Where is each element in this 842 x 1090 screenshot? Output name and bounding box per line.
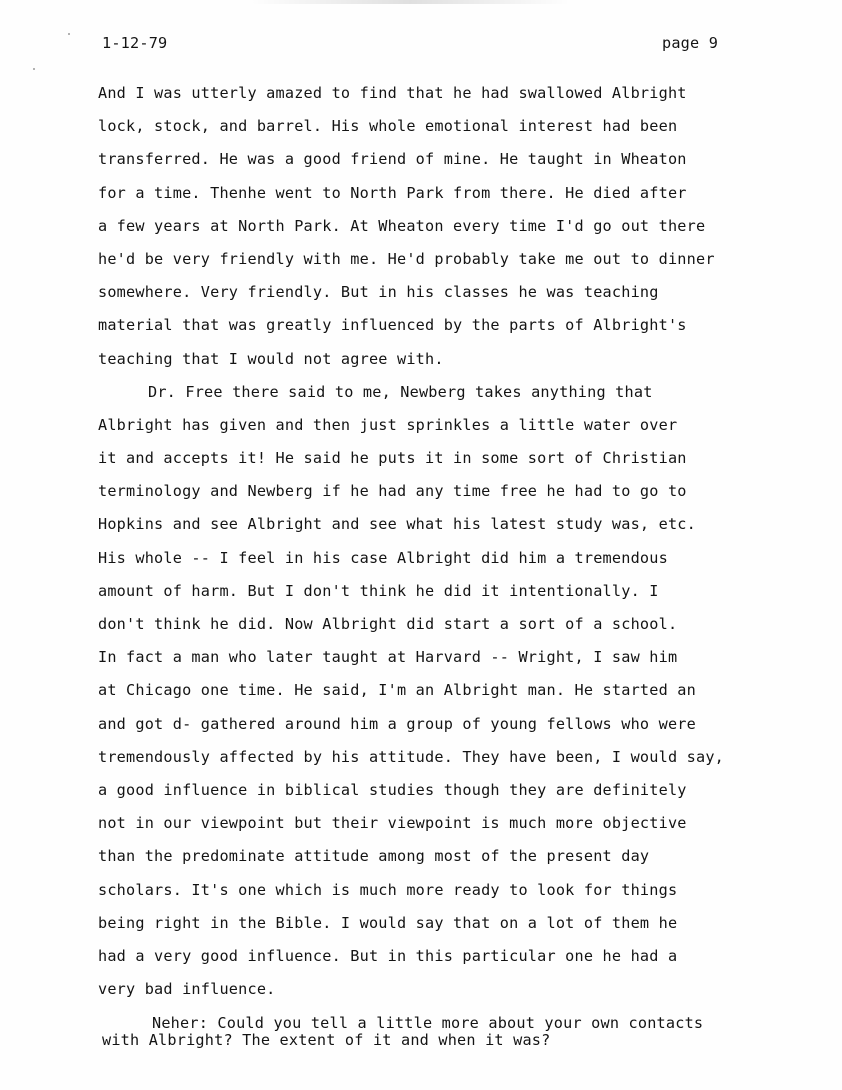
question-line: Neher: Could you tell a little more about your own contacts (152, 1014, 704, 1032)
text-line: for a time. Thenhe went to North Park from there. He died after (98, 183, 687, 202)
text-line: somewhere. Very friendly. But in his classes he was teaching (98, 283, 659, 302)
text-line: being right in the Bible. I would say that on a lot of them he (98, 913, 678, 932)
text-line: at Chicago one time. He said, I'm an Albright man. He started an (98, 681, 696, 700)
question-line: with Albright? The extent of it and when it was? (102, 1030, 551, 1049)
text-line: Hopkins and see Albright and see what his latest study was, etc. (98, 515, 696, 534)
text-line: tremendously affected by his attitude. They have been, I would say, (98, 747, 725, 766)
document-date: 1-12-79 (102, 34, 168, 52)
text-line: not in our viewpoint but their viewpoint is much more objective (98, 814, 687, 833)
text-line: scholars. It's one which is much more ready to look for things (98, 880, 678, 899)
text-line: a few years at North Park. At Wheaton every time I'd go out there (98, 216, 706, 235)
text-line: and got d- gathered around him a group of young fellows who were (98, 714, 696, 733)
scan-speck (68, 33, 70, 35)
text-line: His whole -- I feel in his case Albright did him a tremendous (98, 548, 668, 567)
text-line: don't think he did. Now Albright did start a sort of a school. (98, 615, 678, 633)
interviewer-question (102, 1015, 802, 1048)
paragraph-start-line: Dr. Free there said to me, Newberg takes anything that (148, 382, 653, 401)
text-line: very bad influence. (98, 980, 276, 999)
text-line: lock, stock, and barrel. His whole emotional interest had been (98, 117, 678, 136)
text-line: he'd be very friendly with me. He'd probably take me out to dinner (98, 249, 715, 268)
text-line: than the predominate attitude among most of the present day (98, 847, 650, 866)
text-line: had a very good influence. But in this particular one he had a (98, 946, 678, 965)
text-line: In fact a man who later taught at Harvard -- Wright, I saw him (98, 648, 678, 667)
text-line: And I was utterly amazed to find that he had swallowed Albright (98, 84, 687, 102)
transcript-body (98, 83, 808, 1012)
scan-smudge (250, 0, 570, 4)
scan-speck (33, 68, 35, 70)
text-line: it and accepts it! He said he puts it in some sort of Christian (98, 449, 687, 468)
text-line: terminology and Newberg if he had any time free he had to go to (98, 482, 687, 501)
page-number: page 9 (662, 34, 719, 52)
text-line: amount of harm. But I don't think he did it intentionally. I (98, 581, 659, 600)
text-line: transferred. He was a good friend of mine. He taught in Wheaton (98, 150, 687, 169)
text-line: teaching that I would not agree with. (98, 349, 444, 368)
text-line: a good influence in biblical studies though they are definitely (98, 780, 687, 799)
text-line: Albright has given and then just sprinkles a little water over (98, 415, 678, 434)
text-line: material that was greatly influenced by the parts of Albright's (98, 316, 687, 335)
